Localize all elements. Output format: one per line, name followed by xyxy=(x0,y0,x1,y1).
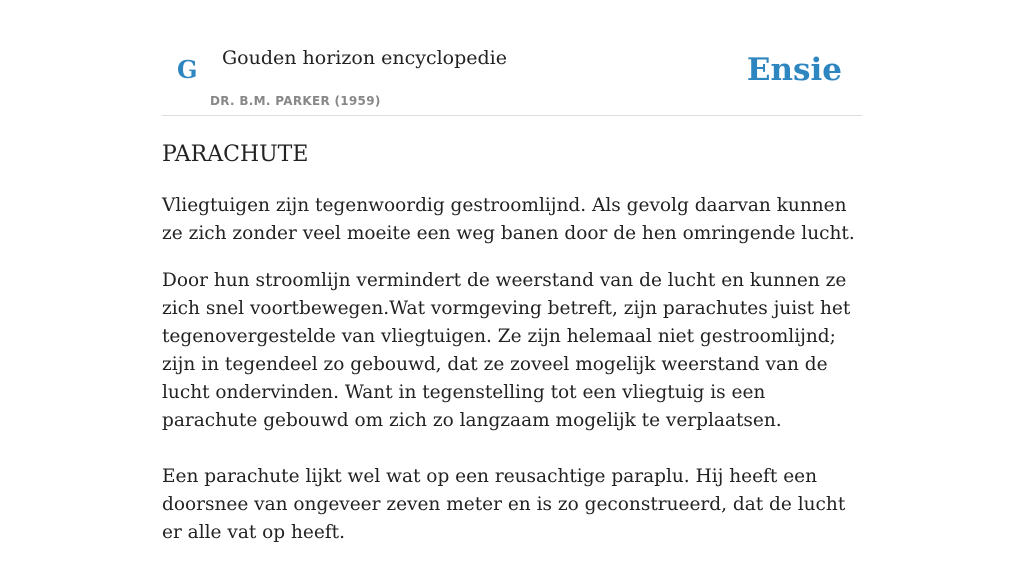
entry-paragraph-1: Vliegtuigen zijn tegenwoordig gestroomlijnd. Als gevolg daarvan kunnen ze zich zonder veel moeite een weg banen door de hen omringende lucht. xyxy=(162,195,855,244)
source-header xyxy=(162,0,862,116)
entry-paragraph-3: Een parachute lijkt wel wat op een reusachtige paraplu. Hij heeft een doorsnee van ongeveer zeven meter en is zo geconstrueerd, dat de lucht er alle vat op heeft. xyxy=(162,466,846,543)
source-logo[interactable]: G xyxy=(177,55,198,84)
entry-paragraph-2: Door hun stroomlijn vermindert de weerstand van de lucht en kunnen ze zich snel voortbewegen.Wat vormgeving betreft, zijn parachutes juist het tegenovergestelde van vliegtuigen. Ze zijn helemaal niet gestroomlijnd; zijn in tegendeel zo gebouwd, dat ze zoveel mogelijk weerstand van de lucht ondervinden. Want in tegenstelling tot een vliegtuig is een parachute gebouwd om zich zo langzaam mogelijk te verplaatsen. xyxy=(162,270,851,431)
source-author: DR. B.M. PARKER (1959) xyxy=(210,94,381,108)
entry-content xyxy=(162,192,862,566)
ensie-logo[interactable]: Ensie xyxy=(746,52,842,88)
source-title-link[interactable]: Gouden horizon encyclopedie xyxy=(222,47,507,69)
entry-title: PARACHUTE xyxy=(162,142,309,167)
